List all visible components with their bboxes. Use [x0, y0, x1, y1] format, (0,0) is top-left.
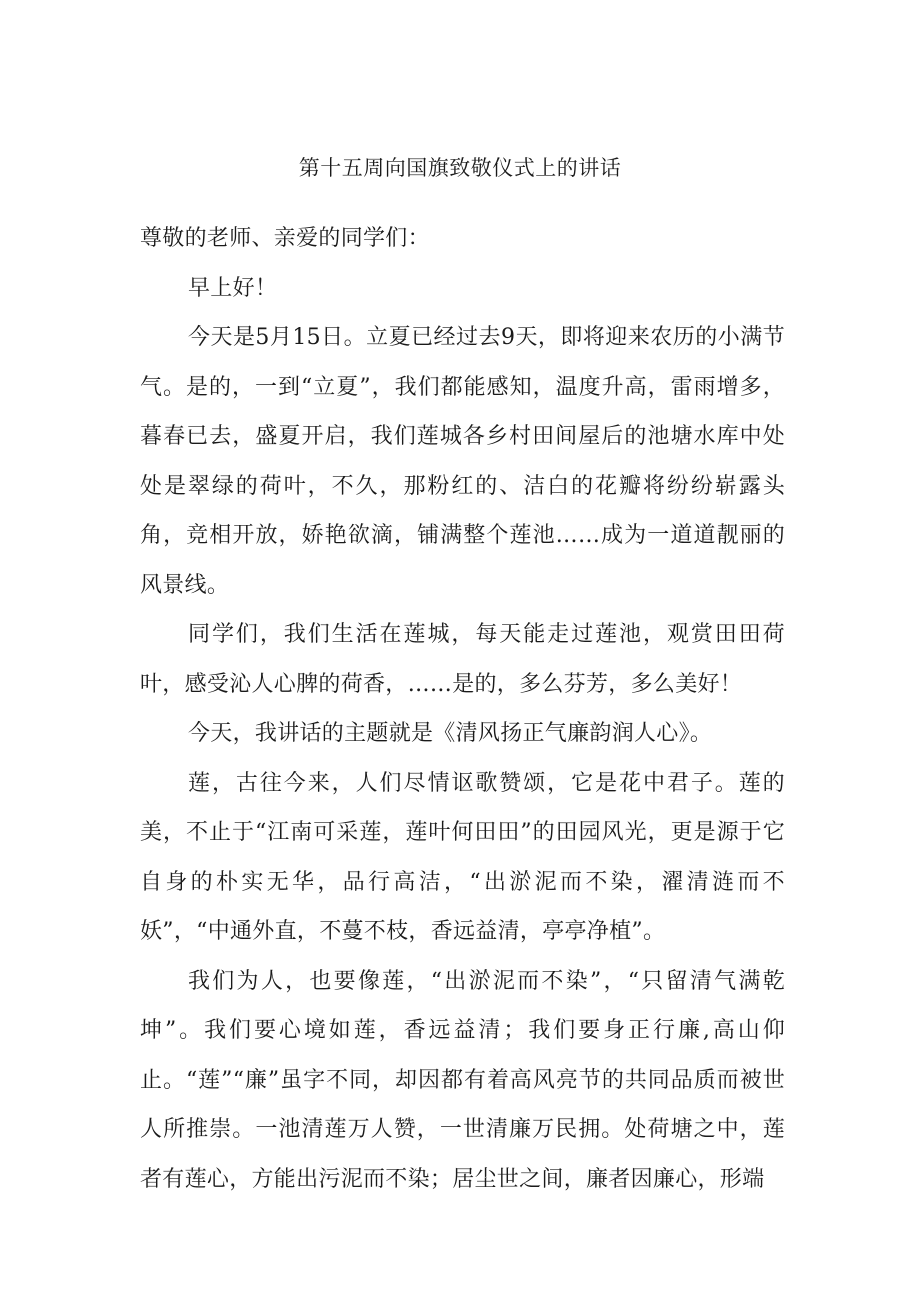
paragraph-greeting: 早上好！	[188, 275, 278, 301]
paragraph-lotus-city: 同学们，我们生活在莲城，每天能走过莲池，观赏田田荷叶，感受沁人心脾的荷香，……是的，多么芬芳，多么美好！	[140, 622, 785, 697]
paragraph-lotus-praise: 莲，古往今来，人们尽情讴歌赞颂，它是花中君子。莲的美，不止于“江南可采莲，莲叶何田田”的田园风光，更是源于它自身的朴实无华，品行高洁，“出淤泥而不染，濯清涟而不妖”，“中通外直，不蔓不枝，香远益清，亭亭净植”。	[140, 770, 785, 944]
paragraph-theme: 今天，我讲话的主题就是《清风扬正气廉韵润人心》。	[188, 721, 713, 746]
document-body	[140, 214, 785, 1204]
paragraph-season: 今天是5月15日。立夏已经过去9天，即将迎来农历的小满节气。是的，一到“立夏”，我们都能感知，温度升高，雷雨增多，暮春已去，盛夏开启，我们莲城各乡村田间屋后的池塘水库中处处是翠绿的荷叶，不久，那粉红的、洁白的花瓣将纷纷崭露头角，竞相开放，娇艳欲滴，铺满整个莲池……成为一道道靓丽的风景线。	[140, 325, 785, 598]
salutation: 尊敬的老师、亲爱的同学们：	[140, 226, 430, 251]
paragraph-integrity: 我们为人，也要像莲，“出淤泥而不染”，“只留清气满乾坤”。我们要心境如莲，香远益清；我们要身正行廉,高山仰止。“莲”“廉”虽字不同，却因都有着高风亮节的共同品质而被世人所推崇。一池清莲万人赞，一世清廉万民拥。处荷塘之中，莲者有莲心，方能出污泥而不染；居尘世之间，廉者因廉心，形端	[140, 968, 785, 1192]
page-title: 第十五周向国旗致敬仪式上的讲话	[298, 156, 622, 180]
